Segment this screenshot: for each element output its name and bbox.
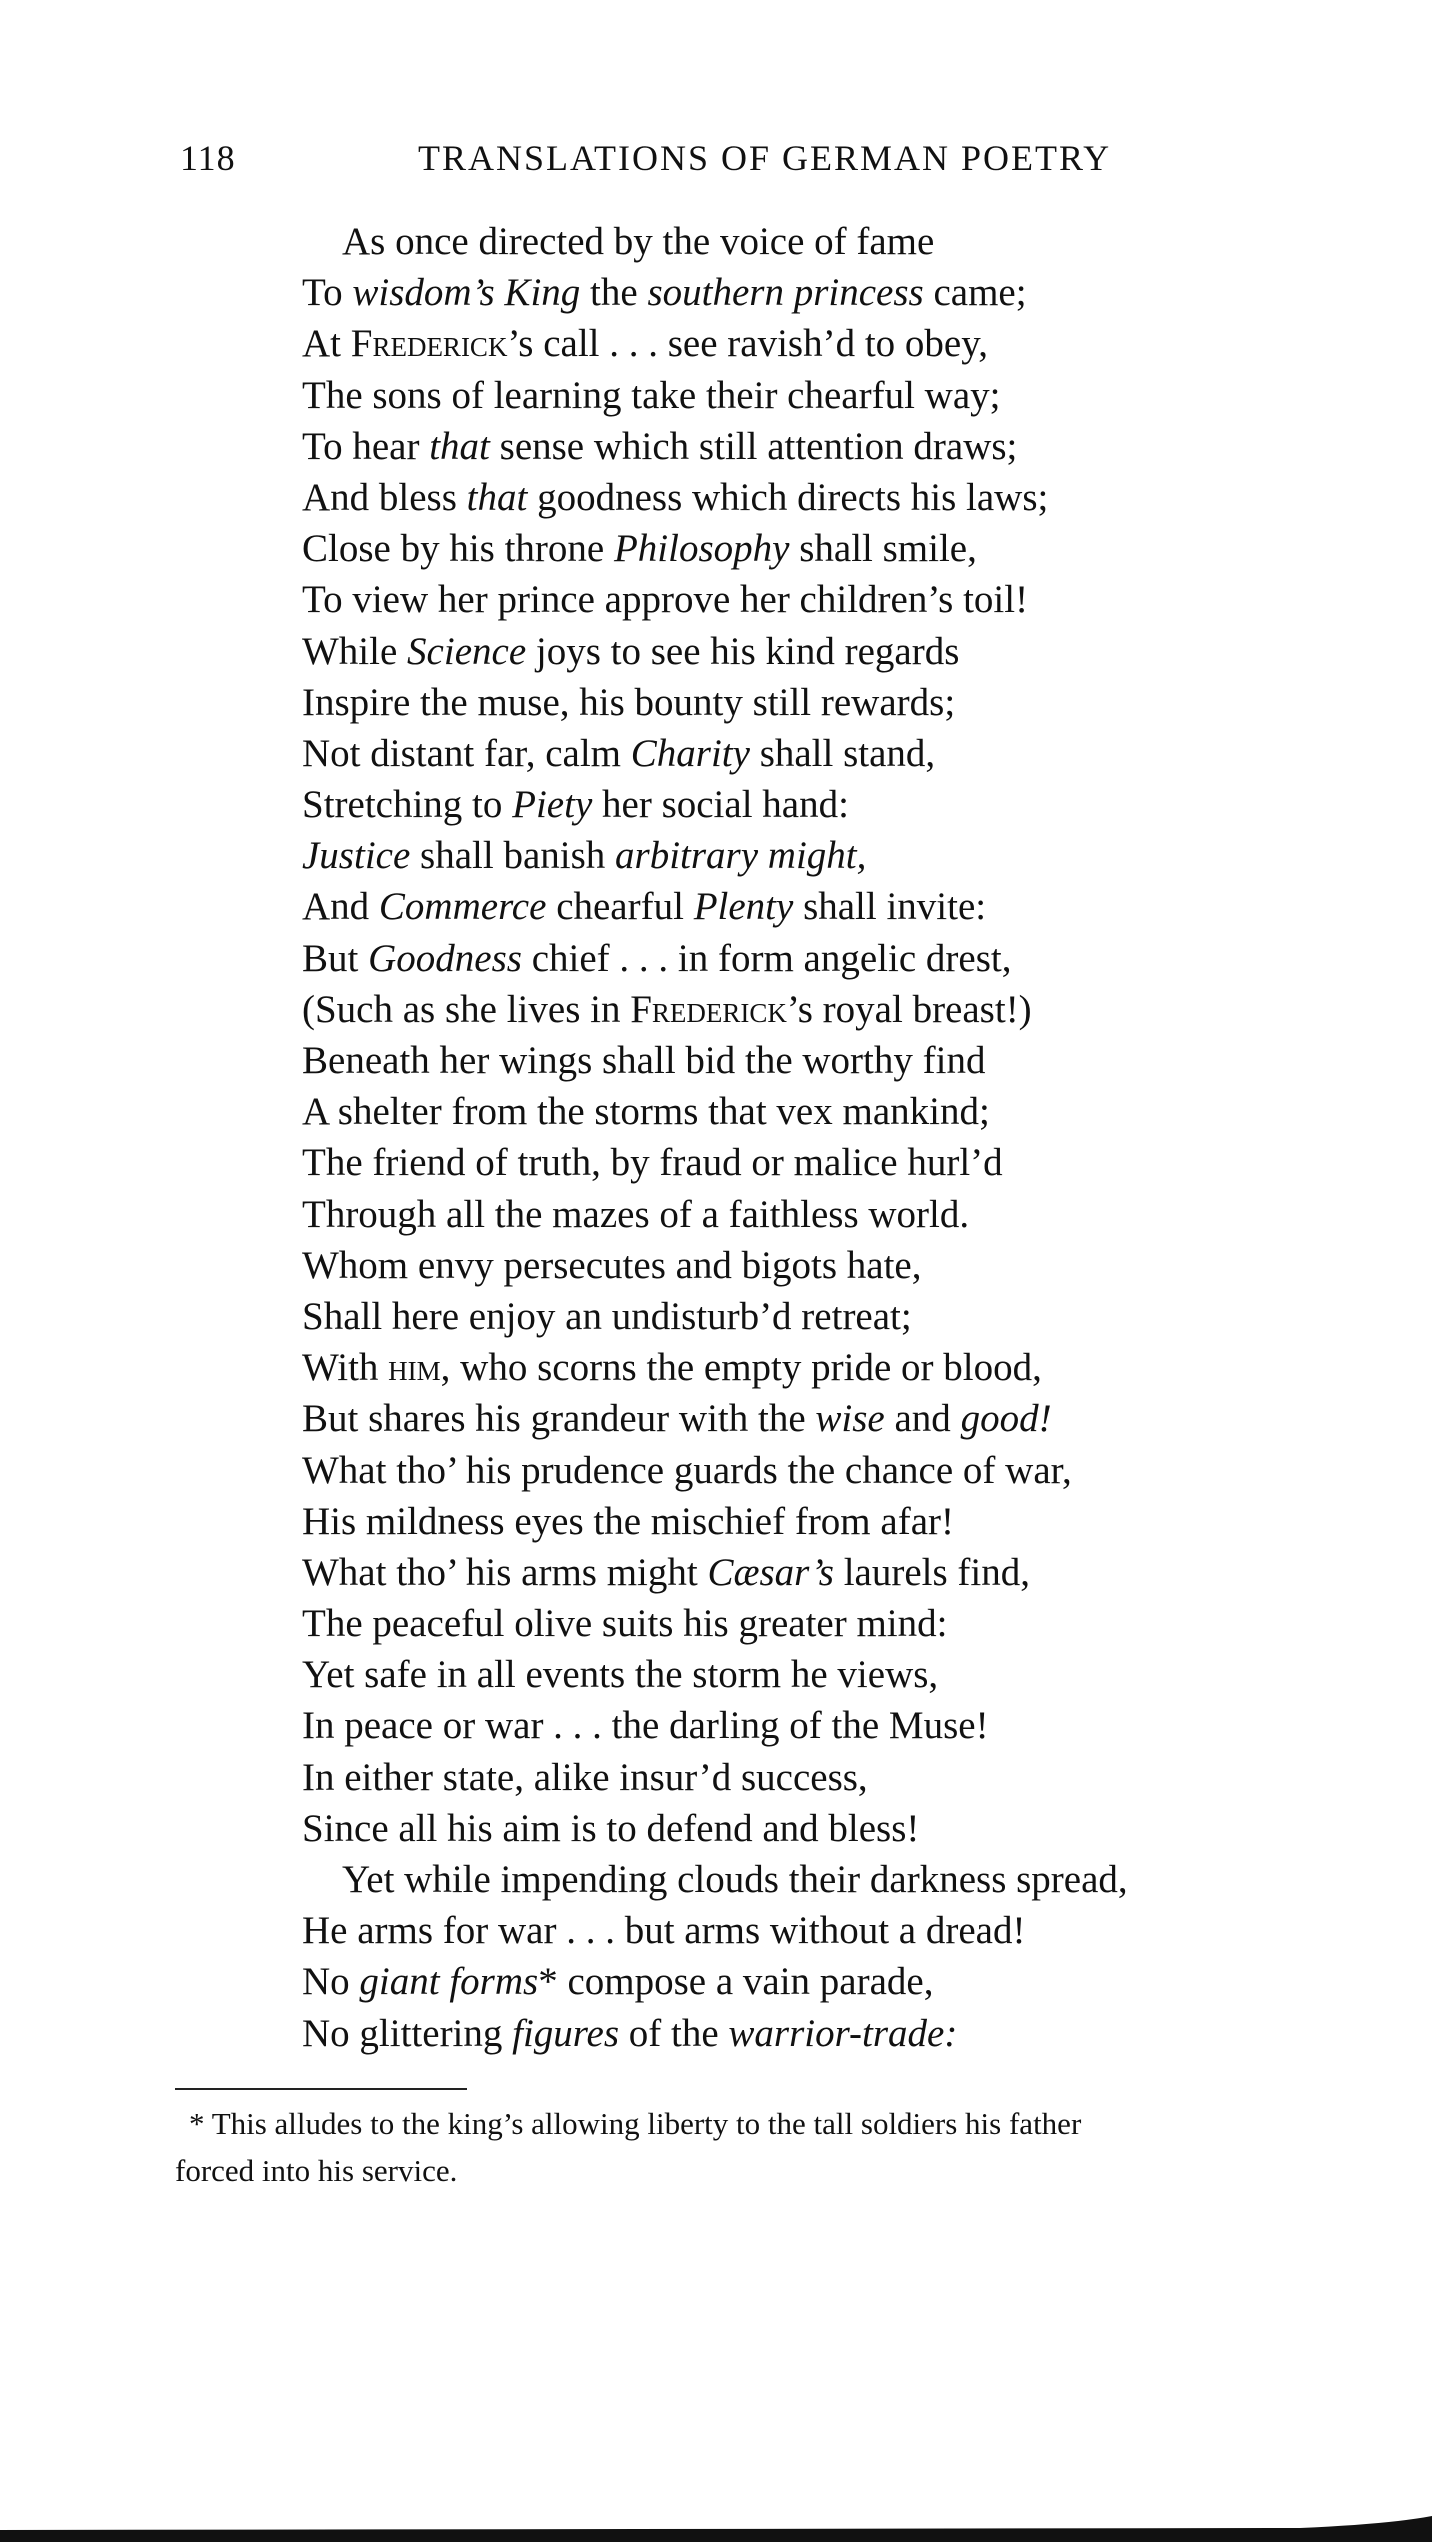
line-text: The peaceful olive suits his greater mind: [302, 1602, 948, 1646]
poem-line [302, 421, 1332, 472]
italic-text: southern princess [647, 271, 924, 315]
line-text: And bless [302, 475, 467, 519]
italic-text: wisdom’s King [352, 271, 581, 315]
page-bottom-edge [0, 2516, 1432, 2542]
italic-text: giant forms [359, 1960, 539, 2004]
line-text: Yet safe in all events the storm he views, [302, 1653, 939, 1697]
line-text: What tho’ his arms might [302, 1550, 708, 1594]
running-title: TRANSLATIONS OF GERMAN POETRY [418, 138, 1112, 178]
small-caps-text: Frederick [630, 987, 787, 1031]
poem-line [302, 1035, 1332, 1086]
italic-text: good! [960, 1397, 1052, 1441]
line-text: To view her prince approve her children’s toil! [302, 578, 1029, 622]
line-text: What tho’ his prudence guards the chance of war, [302, 1448, 1072, 1492]
poem-line [302, 1496, 1332, 1547]
line-text: No glittering [302, 2011, 513, 2055]
line-text: shall banish [410, 834, 616, 878]
poem-line [302, 1342, 1332, 1393]
line-text: the [580, 271, 648, 315]
line-text: No [302, 1960, 360, 2004]
line-text: Inspire the muse, his bounty still rewards; [302, 680, 956, 724]
line-text: In peace or war . . . the darling of the Muse! [302, 1704, 989, 1748]
line-text: His mildness eyes the mischief from afar! [302, 1499, 954, 1543]
line-text: ’s call . . . see ravish’d to obey, [507, 322, 988, 366]
line-text: He arms for war . . . but arms without a dread! [302, 1909, 1026, 1953]
italic-text: Cæsar’s [707, 1550, 834, 1594]
italic-text: figures [512, 2011, 620, 2055]
poem-line [302, 1137, 1332, 1188]
line-text: Shall here enjoy an undisturb’d retreat; [302, 1294, 912, 1338]
footnote-rule [175, 2088, 467, 2090]
poem-line [302, 1905, 1332, 1956]
italic-text: Philosophy [613, 527, 790, 571]
poem-text [302, 216, 1332, 2059]
line-text: joys to see his kind regards [526, 629, 960, 673]
line-text: shall invite: [793, 885, 987, 929]
poem-line [302, 1189, 1332, 1240]
poem-line [302, 574, 1332, 625]
poem-line [302, 2008, 1332, 2059]
line-text: The friend of truth, by fraud or malice hurl’d [302, 1141, 1003, 1185]
footnote-line: * This alludes to the king’s allowing liberty to the tall soldiers his father [189, 2106, 1082, 2141]
line-text: Beneath her wings shall bid the worthy find [302, 1039, 986, 1082]
italic-text: Commerce [378, 885, 547, 929]
poem-line [302, 984, 1332, 1035]
poem-line [302, 1700, 1332, 1751]
poem-line [302, 626, 1332, 677]
poem-line [302, 1752, 1332, 1803]
running-header [180, 132, 1190, 184]
line-text: In either state, alike insur’d success, [302, 1755, 868, 1799]
poem-line [302, 318, 1332, 369]
poem-line [302, 523, 1332, 574]
italic-text: that [466, 475, 528, 519]
poem-line [302, 1547, 1332, 1598]
line-text: chief . . . in form angelic drest, [521, 936, 1012, 980]
line-text: But [302, 936, 369, 980]
poem-line [302, 216, 1332, 267]
poem-line [302, 1291, 1332, 1342]
poem-line [302, 1803, 1332, 1854]
italic-text: wise [815, 1397, 885, 1441]
page-number: 118 [180, 138, 236, 178]
line-text: But shares his grandeur with the [302, 1397, 816, 1441]
italic-text: arbitrary might, [615, 834, 867, 878]
footnote-line: forced into his service. [175, 2153, 458, 2188]
small-caps-text: him [388, 1346, 441, 1390]
line-text: While [302, 629, 408, 673]
poem-line [302, 728, 1332, 779]
poem-line [302, 677, 1332, 728]
poem-line [302, 370, 1332, 421]
italic-text: Justice [302, 834, 411, 878]
line-text: goodness which directs his laws; [527, 475, 1049, 519]
poem-line [302, 267, 1332, 318]
poem-line [302, 881, 1332, 932]
line-text: sense which still attention draws; [489, 424, 1018, 468]
line-text: To hear [302, 424, 430, 468]
line-text: The sons of learning take their chearful way; [302, 373, 1001, 417]
line-text: Stretching to [302, 783, 513, 827]
italic-text: Plenty [693, 885, 794, 929]
line-text: With [302, 1346, 389, 1390]
line-text: shall smile, [789, 527, 977, 571]
line-text: of the [619, 2011, 729, 2055]
poem-line [302, 1956, 1332, 2007]
poem-line [302, 830, 1332, 881]
line-text: ’s royal breast!) [786, 987, 1032, 1031]
poem-line [302, 1393, 1332, 1444]
poem-line [302, 1240, 1332, 1291]
line-text: * compose a vain parade, [538, 1960, 934, 2004]
poem-line [302, 1854, 1332, 1905]
poem-line [302, 1445, 1332, 1496]
line-text: , who scorns the empty pride or blood, [440, 1346, 1042, 1390]
line-text: (Such as she lives in [302, 987, 631, 1031]
footnote [175, 2100, 1425, 2194]
poem-line [302, 1598, 1332, 1649]
line-text: and [884, 1397, 961, 1441]
line-text: At [302, 322, 351, 366]
line-text: As once directed by the voice of fame [342, 220, 935, 263]
line-text: shall stand, [749, 731, 936, 775]
italic-text: that [429, 424, 490, 468]
line-text: laurels find, [833, 1550, 1030, 1594]
line-text: A shelter from the storms that vex mankind; [302, 1090, 990, 1134]
line-text: Since all his aim is to defend and bless! [302, 1806, 920, 1850]
line-text: Through all the mazes of a faithless world. [302, 1192, 970, 1236]
line-text: came; [923, 271, 1027, 315]
line-text: Not distant far, calm [302, 731, 631, 775]
line-text: her social hand: [592, 783, 849, 827]
italic-text: Piety [512, 783, 593, 827]
italic-text: Goodness [368, 936, 522, 980]
poem-line [302, 1086, 1332, 1137]
line-text: Close by his throne [302, 527, 614, 571]
poem-line [302, 779, 1332, 830]
small-caps-text: Frederick [350, 322, 508, 366]
line-text: To [302, 271, 353, 315]
poem-line [302, 1649, 1332, 1700]
line-text: Yet while impending clouds their darkness spread, [342, 1858, 1128, 1901]
poem-line [302, 472, 1332, 523]
line-text: chearful [546, 885, 694, 929]
italic-text: Charity [630, 731, 750, 775]
italic-text: Science [407, 629, 527, 673]
line-text: Whom envy persecutes and bigots hate, [302, 1243, 922, 1287]
poem-line [302, 933, 1332, 984]
italic-text: warrior-trade: [728, 2011, 958, 2055]
line-text: And [302, 885, 379, 929]
